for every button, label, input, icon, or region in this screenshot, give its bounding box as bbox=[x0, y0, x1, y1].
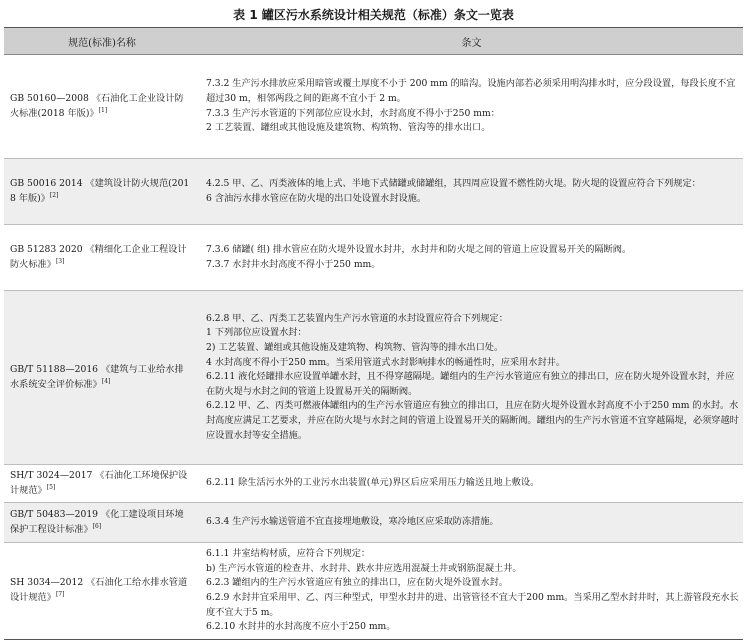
standard-name: GB 50016 2014 《建筑设计防火规范(2018 年版)》 bbox=[10, 177, 190, 204]
table-header-row bbox=[4, 28, 743, 55]
clause-text: 7.3.3 生产污水管道的下列部位应设水封，水封高度不得小于250 mm： bbox=[206, 107, 500, 119]
table-row bbox=[4, 55, 743, 159]
reference-marker: [5] bbox=[46, 483, 56, 491]
reference-marker: [1] bbox=[98, 106, 108, 114]
table-row bbox=[4, 291, 743, 465]
clause-text: b) 生产污水管道的检查井、水封井、跌水井应选用混凝土井或钢筋混凝土井。 bbox=[206, 562, 522, 574]
clause-text: 6.2.11 除生活污水外的工业污水出装置(单元)界区后应采用压力输送且地上敷设。 bbox=[206, 477, 540, 489]
header-name-column: 规范(标准)名称 bbox=[4, 28, 200, 55]
clauses-cell bbox=[200, 55, 743, 159]
clause-text: 7.3.7 水封井水封高度不得小于250 mm。 bbox=[206, 258, 381, 270]
clause-text: 6.2.8 甲、乙、丙类工艺装置内生产污水管道的水封设置应符合下列规定： bbox=[206, 312, 508, 324]
standard-name: SH/T 3024—2017 《石油化工环境保护设计规范》 bbox=[10, 469, 188, 496]
clauses-cell bbox=[200, 225, 743, 291]
standard-name: SH 3034—2012 《石油化工给水排水管道设计规范》 bbox=[10, 577, 188, 603]
clause-text: 4 水封高度不得小于250 mm。当采用管道式水封影响排水的畅通性时，应采用水封井。 bbox=[206, 356, 566, 368]
clause-text: 1 下列部位应设置水封： bbox=[206, 327, 307, 339]
clauses-cell bbox=[200, 291, 743, 465]
table-body bbox=[4, 55, 743, 640]
clause-text: 6.2.9 水封井宜采用甲、乙、丙三种型式，甲型水封井的进、出管管径不宜大于200 mm。当采用乙型水封井时，其上游管段充水长度不宜大于5 m。 bbox=[206, 592, 739, 618]
clause-text: 7.3.2 生产污水排放应采用暗管或覆土厚度不小于 200 mm 的暗沟。设施内部若必须采用明沟排水时，应分段设置，每段长度不宜超过30 m，相邻两段之间的距离不宜小于 2 m。 bbox=[206, 78, 736, 104]
standard-name: GB/T 51188—2016 《建筑与工业给水排水系统安全评价标准》 bbox=[10, 363, 184, 390]
standard-name: GB 51283 2020 《精细化工企业工程设计防火标准》 bbox=[10, 243, 187, 270]
standard-name: GB 50160—2008 《石油化工企业设计防火标准(2018 年版)》 bbox=[10, 92, 184, 119]
table-row bbox=[4, 503, 743, 543]
standard-name-cell bbox=[4, 465, 200, 503]
standard-name: GB/T 50483—2019 《化工建设项目环境保护工程设计标准》 bbox=[10, 508, 184, 535]
standard-name-cell bbox=[4, 543, 200, 640]
clauses-cell bbox=[200, 159, 743, 225]
table-row bbox=[4, 225, 743, 291]
clause-text: 4.2.5 甲、乙、丙类液体的地上式、半地下式储罐或储罐组，其四周应设置不燃性防火堤。防火堤的设置应符合下列规定： bbox=[206, 177, 701, 189]
standard-name-cell bbox=[4, 503, 200, 543]
clauses-cell bbox=[200, 465, 743, 503]
clause-text: 6 含油污水排水管应在防火堤的出口处设置水封设施。 bbox=[206, 192, 427, 204]
clause-text: 6.3.4 生产污水输送管道不宜直接埋地敷设，寒冷地区应采取防冻措施。 bbox=[206, 516, 499, 528]
clause-text: 2) 工艺装置、罐组或其他设施及建筑物、构筑物、管沟等的排水出口处。 bbox=[206, 342, 504, 354]
table-row bbox=[4, 159, 743, 225]
table-caption: 表 1 罐区污水系统设计相关规范（标准）条文一览表 bbox=[233, 8, 514, 22]
reference-marker: [6] bbox=[92, 522, 102, 530]
reference-marker: [7] bbox=[55, 590, 65, 598]
clause-text: 2 工艺装置、罐组或其他设施及建筑物、构筑物、管沟等的排水出口。 bbox=[206, 122, 491, 134]
reference-marker: [2] bbox=[49, 191, 59, 199]
standard-name-cell bbox=[4, 159, 200, 225]
clause-text: 6.2.11 液化烃罐排水应设置单罐水封，且不得穿越隔堤。罐组内的生产污水管道应有独立的排出口，应在防火堤外设置水封，并应在防火堤与水封之间的管道上设置易开关的隔断阀。 bbox=[206, 371, 735, 397]
clause-text: 7.3.6 储罐( 组) 排水管应在防火堤外设置水封井，水封井和防火堤之间的管道上应设置易开关的隔断阀。 bbox=[206, 243, 632, 255]
header-clause-column: 条文 bbox=[200, 28, 743, 55]
standard-name-cell bbox=[4, 55, 200, 159]
standard-name-cell bbox=[4, 225, 200, 291]
reference-marker: [4] bbox=[101, 377, 111, 385]
spec-table bbox=[4, 27, 743, 640]
clauses-cell bbox=[200, 503, 743, 543]
table-row bbox=[4, 543, 743, 640]
table-row bbox=[4, 465, 743, 503]
clauses-cell bbox=[200, 543, 743, 640]
clause-text: 6.2.12 甲、乙、丙类可燃液体罐组内的生产污水管道应有独立的排出口，且应在防火堤外设置水封高度不小于250 mm 的水封。水封高度应满足工艺要求，并应在防火堤与水封之间的管道上设置易开关的隔断阀。罐组内的生产污水管道不宜穿越隔堤，必须穿越时应设置水封等安全措施。 bbox=[206, 400, 739, 441]
clause-text: 6.2.10 水封井的水封高度不应小于250 mm。 bbox=[206, 621, 396, 633]
clause-text: 6.1.1 井室结构材质，应符合下列规定： bbox=[206, 548, 371, 560]
clause-text: 6.2.3 罐组内的生产污水管道应有独立的排出口，应在防火堤外设置水封。 bbox=[206, 577, 508, 589]
standard-name-cell bbox=[4, 291, 200, 465]
reference-marker: [3] bbox=[55, 257, 65, 265]
